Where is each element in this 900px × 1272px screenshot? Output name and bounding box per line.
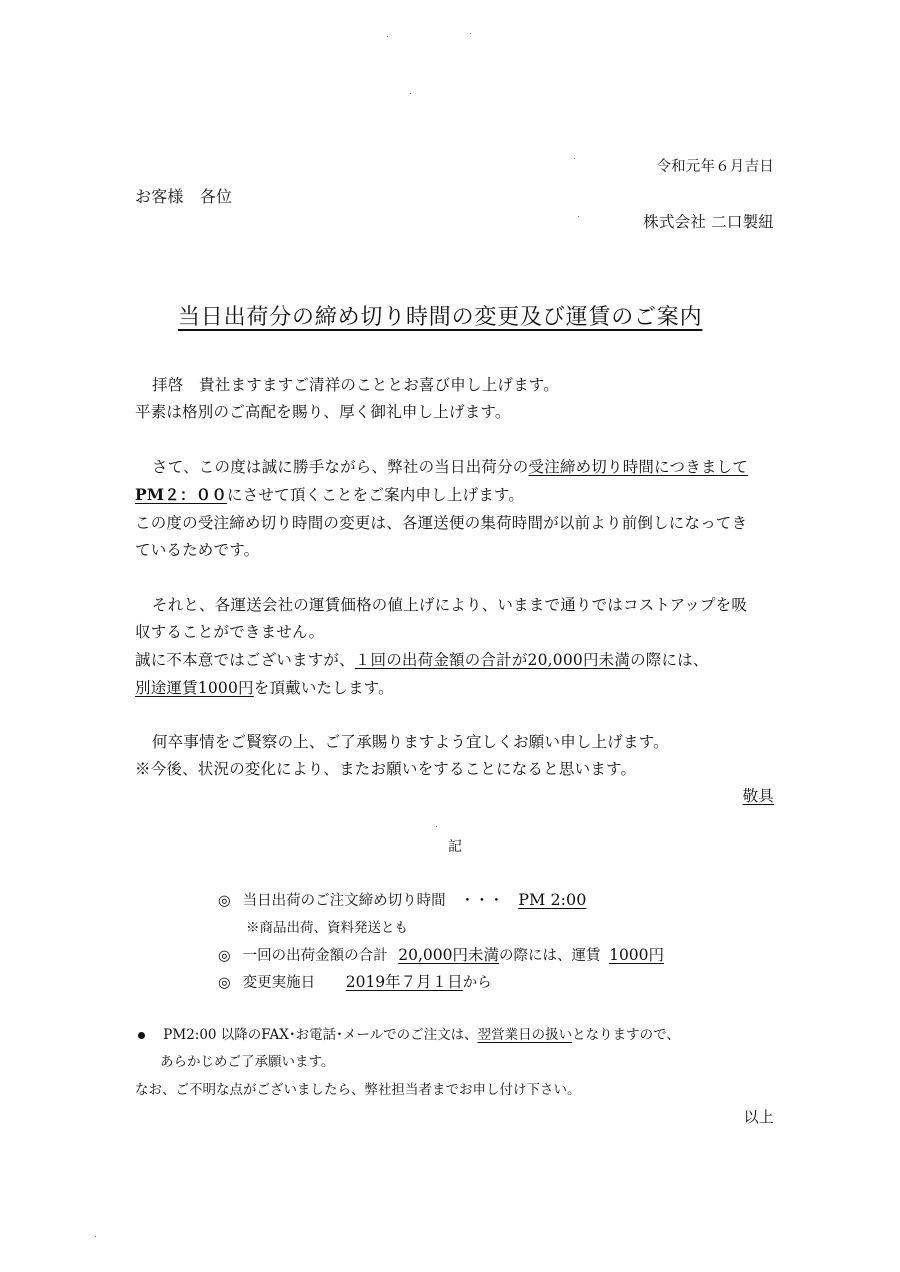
sender-company: 株式会社 二口製紐	[643, 213, 774, 231]
item-deadline-note: ※商品出荷、資料発送とも	[246, 920, 408, 936]
scan-speck	[436, 826, 437, 827]
item-fee-amount: 1000円	[609, 946, 665, 964]
paragraph-2-line-2	[135, 483, 524, 505]
paragraph-3-line-2: 収することができません。	[135, 623, 325, 641]
p3-text: 誠に不本意ではございますが、	[135, 651, 355, 669]
p2-text: さて、この度は誠に勝手ながら、弊社の当日出荷分の	[152, 458, 529, 476]
notice-line-2: あらかじめご了承願います。	[160, 1054, 335, 1070]
item-label: 変更実施日	[242, 975, 316, 991]
closing-keigu: 敬具	[742, 787, 774, 805]
next-business-day-phrase: 翌営業日の扱い	[477, 1027, 573, 1043]
deadline-time: PM２：００	[135, 485, 228, 504]
p2-deadline-phrase: 受注締め切り時間につきまして	[528, 458, 748, 476]
p3-text: の際には、	[630, 651, 709, 669]
minimum-amount-phrase: １回の出荷金額の合計が20,000円未満	[354, 651, 631, 669]
item-date-value: 2019年７月１日	[345, 973, 463, 991]
scan-speck	[578, 216, 579, 217]
notice-text: となりますので、	[572, 1027, 680, 1043]
item-deadline-value: PM 2:00	[518, 890, 587, 909]
item-text: から	[462, 975, 492, 991]
paragraph-2-line-1	[152, 455, 748, 477]
scan-speck	[574, 158, 575, 159]
addressee: お客様 各位	[135, 187, 233, 206]
item-minimum-amount: 20,000円未満	[398, 946, 499, 964]
double-circle-icon: ◎	[218, 975, 231, 991]
notice-text: PM2:00 以降のFAX･お電話･メールでのご注文は、	[163, 1027, 478, 1043]
scan-speck	[470, 33, 471, 34]
paragraph-3-line-3	[135, 648, 709, 670]
paragraph-3-line-4	[135, 676, 394, 698]
double-circle-icon: ◎	[218, 893, 231, 909]
scan-speck	[410, 93, 411, 94]
shipping-fee-phrase: 別途運賃1000円	[135, 679, 254, 697]
p3-text: を頂戴いたします。	[253, 679, 394, 697]
ki-heading: 記	[448, 839, 462, 855]
item-deadline	[218, 889, 586, 910]
paragraph-2-line-3: この度の受注締め切り時間の変更は、各運送便の集荷時間が以前より前倒しになってき	[135, 514, 748, 532]
paragraph-4-line-2: ※今後、状況の変化により、またお願いをすることになると思います。	[135, 760, 637, 778]
greeting-line-1: 拝啓 貴社ますますご清祥のこととお喜び申し上げます。	[152, 376, 559, 394]
item-minimum	[218, 943, 664, 965]
scan-speck	[387, 36, 388, 37]
document-title: 当日出荷分の締め切り時間の変更及び運賃のご案内	[178, 305, 703, 330]
item-text: の際には、運賃	[498, 948, 601, 964]
double-circle-icon: ◎	[218, 948, 231, 964]
paragraph-2-line-4: ているためです。	[135, 541, 260, 559]
item-effective-date	[218, 970, 492, 992]
p2-text: にさせて頂くことをご案内申し上げます。	[227, 486, 525, 504]
item-label: 当日出荷のご注文締め切り時間 ・・・	[242, 893, 504, 909]
contact-line: なお、ご不明な点がございましたら、弊社担当者までお申し付け下さい。	[135, 1082, 581, 1098]
paragraph-3-line-1: それと、各運送会社の運賃価格の値上げにより、いままで通りではコストアップを吸	[152, 596, 748, 614]
end-ijou: 以上	[743, 1108, 774, 1126]
greeting-line-2: 平素は格別のご高配を賜り、厚く御礼申し上げます。	[135, 403, 511, 421]
notice-line-1	[138, 1023, 680, 1043]
item-label: 一回の出荷金額の合計	[242, 948, 388, 964]
bullet-icon	[138, 1032, 145, 1039]
scan-speck	[95, 1236, 96, 1237]
letter-date: 令和元年６月吉日	[656, 159, 774, 175]
paragraph-4-line-1: 何卒事情をご賢察の上、ご了承賜りますよう宜しくお願い申し上げます。	[152, 733, 669, 751]
